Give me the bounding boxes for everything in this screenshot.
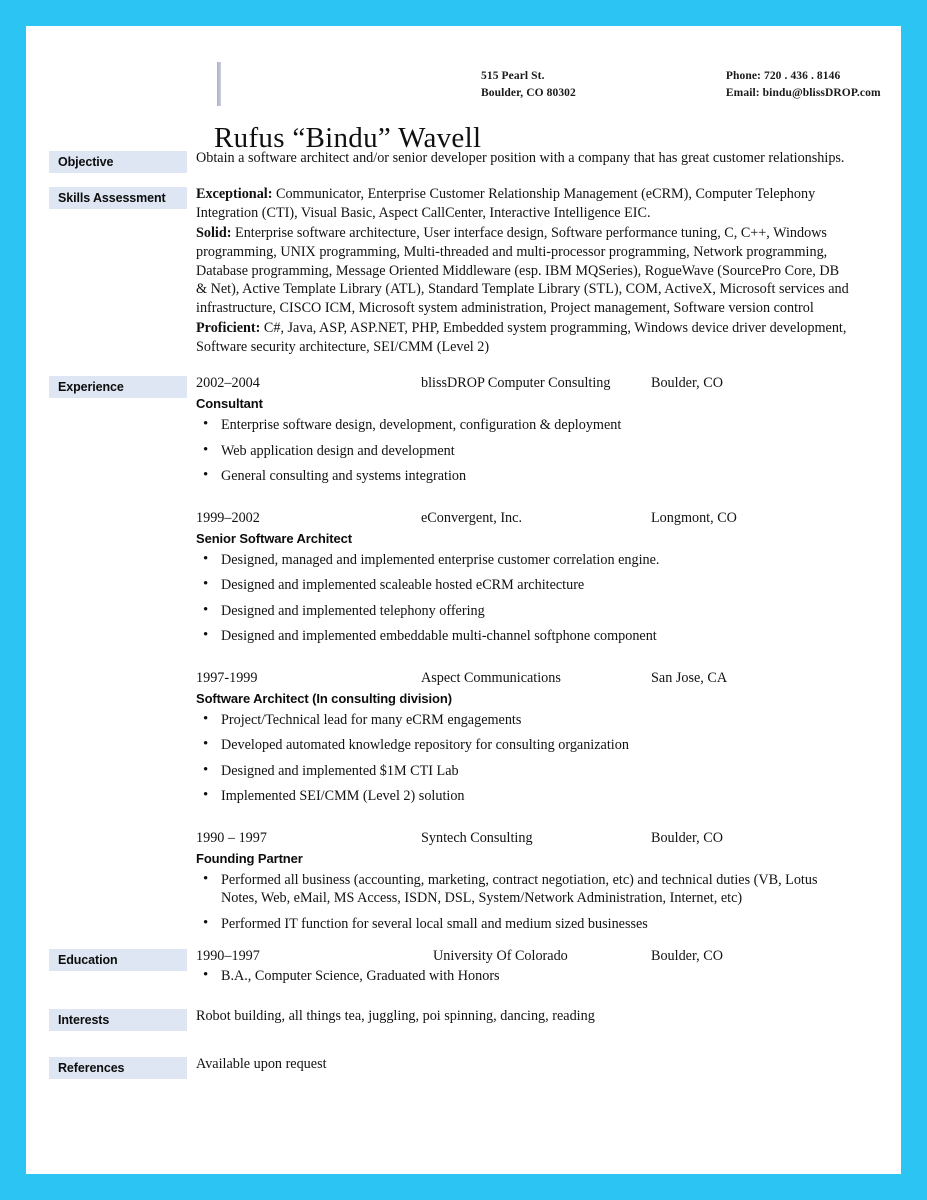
section-label-education: Education — [49, 949, 187, 971]
list-item: • Project/Technical lead for many eCRM engagements — [196, 711, 853, 729]
name-accent-bar — [217, 62, 221, 106]
entry-header — [196, 374, 853, 393]
education-dates: 1990–1997 — [196, 948, 260, 965]
entry-dates: 1997-1999 — [196, 669, 258, 686]
section-education — [26, 947, 901, 985]
list-item: • Designed and implemented telephony offering — [196, 602, 853, 620]
entry-company: Syntech Consulting — [421, 829, 533, 846]
skill-group — [196, 319, 853, 357]
entry-location: Boulder, CO — [651, 374, 723, 391]
section-label-objective: Objective — [49, 151, 187, 173]
entry-dates: 1999–2002 — [196, 509, 260, 526]
resume-page — [26, 26, 901, 1174]
skill-level-label: Solid: — [196, 224, 232, 241]
interests-body — [196, 1007, 901, 1026]
skill-level-text: C#, Java, ASP, ASP.NET, PHP, Embedded system programming, Windows device driver development, Software security architecture, SEI/CMM (Level 2) — [196, 320, 847, 355]
entry-job-title: Consultant — [196, 395, 263, 411]
section-objective — [26, 149, 901, 173]
skill-group — [196, 224, 853, 318]
section-label-experience: Experience — [49, 376, 187, 398]
skill-level-text: Enterprise software architecture, User interface design, Software performance tuning, C, C++, Windows programming, UNIX programming, Multi-threaded and multi-processor programming, Network programming, Database programming, Message Oriented Middleware (esp. IBM MQSeries), RogueWave (SourcePro Core, DB & Net), Active Template Library (ATL), Standard Template Library (STL), COM, ActiveX, Microsoft services and infrastructure, CISCO ICM, Microsoft system administration, Project management, Software version control — [196, 224, 849, 317]
email-text: Email: bindu@blissDROP.com — [725, 86, 881, 99]
experience-entry — [196, 374, 853, 486]
entry-location: San Jose, CA — [651, 669, 728, 686]
contact-block — [481, 68, 881, 101]
experience-entry — [196, 829, 853, 934]
skill-level-text: Communicator, Enterprise Customer Relationship Management (eCRM), Computer Telephony Integration (CTI), Visual Basic, Aspect CallCenter, Interactive Intelligence EIC. — [196, 186, 816, 221]
address-line-2: Boulder, CO 80302 — [481, 86, 576, 99]
list-item: • General consulting and systems integration — [196, 467, 853, 485]
entry-location: Boulder, CO — [651, 829, 723, 846]
entry-bullet-list — [196, 711, 853, 806]
entry-header — [196, 509, 853, 528]
list-item: • Implemented SEI/CMM (Level 2) solution — [196, 787, 853, 805]
experience-body — [196, 374, 901, 933]
section-label-references: References — [49, 1057, 187, 1079]
entry-dates: 1990 – 1997 — [196, 829, 267, 846]
interests-label-cell — [26, 1007, 196, 1031]
objective-text: Obtain a software architect and/or senior developer position with a company that has great customer relationships. — [196, 150, 845, 166]
list-item: • Performed IT function for several local small and medium sized businesses — [196, 915, 853, 933]
list-item: • Designed and implemented scaleable hosted eCRM architecture — [196, 576, 853, 594]
objective-body — [196, 149, 901, 168]
skill-level-label: Proficient: — [196, 320, 261, 337]
section-label-skills-assessment: Skills Assessment — [49, 187, 187, 209]
references-text: Available upon request — [196, 1055, 327, 1072]
entry-company: blissDROP Computer Consulting — [421, 374, 611, 391]
list-item: • Web application design and development — [196, 442, 853, 460]
entry-job-title: Founding Partner — [196, 850, 303, 866]
references-body — [196, 1055, 901, 1074]
education-location: Boulder, CO — [651, 948, 723, 965]
entry-dates: 2002–2004 — [196, 374, 260, 391]
education-school: University Of Colorado — [433, 948, 568, 965]
interests-text: Robot building, all things tea, juggling, poi spinning, dancing, reading — [196, 1007, 595, 1024]
entry-bullet-list — [196, 416, 853, 485]
skill-group — [196, 185, 853, 223]
skill-level-label: Exceptional: — [196, 186, 273, 202]
list-item: • Developed automated knowledge repository for consulting organization — [196, 736, 853, 754]
list-item: • Designed and implemented embeddable multi-channel softphone component — [196, 627, 853, 645]
section-interests — [26, 1007, 901, 1031]
list-item: • B.A., Computer Science, Graduated with Honors — [196, 967, 853, 985]
objective-label-cell — [26, 149, 196, 173]
experience-entry — [196, 509, 853, 646]
education-header — [196, 947, 853, 967]
list-item: • Designed and implemented $1M CTI Lab — [196, 762, 853, 780]
education-body — [196, 947, 901, 985]
list-item: • Enterprise software design, development, configuration & deployment — [196, 416, 853, 434]
entry-header — [196, 669, 853, 688]
education-bullet-list — [196, 967, 853, 985]
entry-company: Aspect Communications — [421, 669, 561, 686]
entry-bullet-list — [196, 871, 853, 933]
page-title: Rufus “Bindu” Wavell — [214, 122, 482, 154]
section-label-interests: Interests — [49, 1009, 187, 1031]
resume-header — [26, 26, 901, 154]
education-label-cell — [26, 947, 196, 971]
list-item: • Performed all business (accounting, marketing, contract negotiation, etc) and technical duties (VB, Lotus Notes, Web, eMail, MS Access, ISDN, DSL, System/Network Administration, Internet, etc) — [196, 871, 853, 908]
skills-label-cell — [26, 185, 196, 209]
address-column — [481, 68, 576, 101]
entry-company: eConvergent, Inc. — [421, 509, 522, 526]
experience-label-cell — [26, 374, 196, 398]
entry-bullet-list — [196, 551, 853, 646]
section-skills-assessment — [26, 185, 901, 358]
phone-text: Phone: 720 . 436 . 8146 — [725, 70, 841, 82]
references-label-cell — [26, 1055, 196, 1079]
section-experience — [26, 374, 901, 933]
section-references — [26, 1055, 901, 1079]
list-item: • Designed, managed and implemented enterprise customer correlation engine. — [196, 551, 853, 569]
experience-entry — [196, 669, 853, 806]
entry-header — [196, 829, 853, 848]
entry-location: Longmont, CO — [651, 509, 737, 526]
skills-body — [196, 185, 901, 358]
address-line-1: 515 Pearl St. — [481, 70, 545, 82]
entry-job-title: Senior Software Architect — [196, 530, 352, 546]
contact-column — [726, 68, 881, 101]
entry-job-title: Software Architect (In consulting division) — [196, 690, 452, 706]
